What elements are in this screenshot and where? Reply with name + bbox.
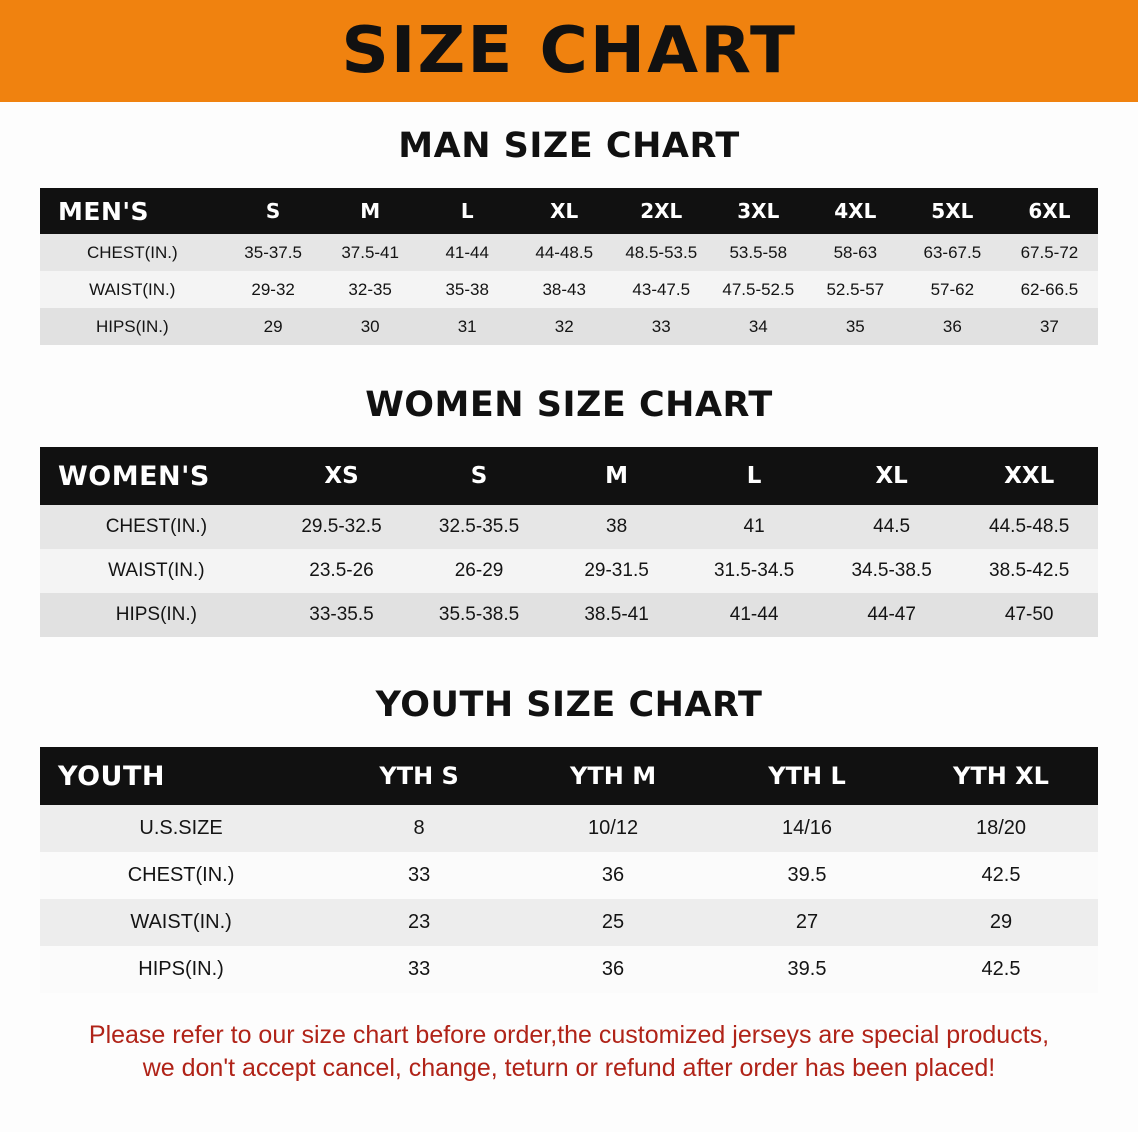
women-row-0-cell-4: 44.5 — [873, 516, 911, 537]
women-size-table — [40, 447, 1098, 637]
men-row-0-cell-8: 67.5-72 — [1020, 242, 1079, 262]
men-row-1-cell-7: 57-62 — [930, 279, 975, 299]
table-row — [40, 852, 1098, 899]
women-row-2-cell-5: 47-50 — [1004, 604, 1054, 625]
youth-row-0-cell-3: 18/20 — [975, 817, 1027, 839]
table-row — [40, 899, 1098, 946]
table-row — [40, 805, 1098, 852]
men-header-cell-1: S — [265, 199, 281, 223]
youth-table-header — [40, 747, 1098, 805]
women-size-table-wrapper — [40, 447, 1098, 637]
page-title: SIZE CHART — [341, 14, 797, 88]
women-row-2-cell-3: 41-44 — [729, 604, 779, 625]
youth-row-0-label: U.S.SIZE — [139, 817, 223, 839]
women-row-1-cell-0: 23.5-26 — [309, 560, 374, 581]
men-header-cell-4: XL — [550, 199, 579, 223]
table-header-row — [40, 747, 1098, 805]
women-row-1-cell-3: 31.5-34.5 — [713, 560, 795, 581]
men-table-header — [40, 188, 1098, 234]
men-row-1-cell-5: 47.5-52.5 — [722, 279, 795, 299]
men-row-1-cell-1: 32-35 — [348, 279, 392, 299]
men-row-2-cell-5: 34 — [748, 316, 768, 336]
youth-row-2-cell-0: 23 — [407, 911, 431, 933]
men-section-heading: MAN SIZE CHART — [398, 126, 740, 166]
youth-size-table-wrapper — [40, 747, 1098, 993]
youth-row-1-cell-3: 42.5 — [981, 864, 1021, 886]
men-row-2-label: HIPS(IN.) — [95, 316, 169, 336]
youth-row-3-cell-1: 36 — [601, 958, 625, 980]
women-section-heading: WOMEN SIZE CHART — [365, 385, 773, 425]
men-table-body — [40, 234, 1098, 345]
youth-table-body — [40, 805, 1098, 993]
men-row-0-cell-3: 44-48.5 — [535, 242, 594, 262]
men-header-cell-9: 6XL — [1028, 199, 1071, 223]
youth-row-1-cell-1: 36 — [601, 864, 625, 886]
youth-header-cell-4: YTH XL — [952, 762, 1049, 790]
youth-header-cell-1: YTH S — [379, 762, 459, 790]
table-row — [40, 946, 1098, 993]
women-row-2-label: HIPS(IN.) — [115, 604, 198, 625]
men-header-cell-0: MEN'S — [58, 196, 150, 226]
men-row-0-cell-2: 41-44 — [445, 242, 489, 262]
youth-row-1-cell-2: 39.5 — [787, 864, 827, 886]
men-row-2-cell-1: 30 — [360, 316, 380, 336]
youth-row-3-cell-0: 33 — [407, 958, 431, 980]
women-row-0-cell-1: 32.5-35.5 — [438, 516, 520, 537]
men-size-table — [40, 188, 1098, 345]
youth-row-0-cell-0: 8 — [413, 817, 425, 839]
men-row-0-cell-6: 58-63 — [833, 242, 878, 262]
women-row-0-label: CHEST(IN.) — [105, 516, 208, 537]
women-row-2-cell-2: 38.5-41 — [584, 604, 649, 625]
youth-row-1-label: CHEST(IN.) — [127, 864, 235, 886]
women-header-cell-1: XS — [324, 463, 359, 489]
men-row-2-cell-3: 32 — [554, 316, 574, 336]
youth-header-cell-3: YTH L — [768, 762, 846, 790]
women-header-cell-2: S — [470, 463, 488, 489]
men-header-cell-5: 2XL — [640, 199, 683, 223]
men-row-0-cell-7: 63-67.5 — [923, 242, 982, 262]
youth-row-3-cell-3: 42.5 — [981, 958, 1021, 980]
youth-row-1-cell-0: 33 — [407, 864, 431, 886]
table-row — [40, 505, 1098, 549]
women-table-header — [40, 447, 1098, 505]
men-row-0-cell-5: 53.5-58 — [729, 242, 788, 262]
women-row-2-cell-4: 44-47 — [867, 604, 916, 625]
women-row-1-label: WAIST(IN.) — [108, 560, 205, 581]
men-row-1-cell-3: 38-43 — [542, 279, 586, 299]
women-header-cell-3: M — [605, 463, 629, 489]
page-banner — [0, 0, 1138, 102]
men-size-table-wrapper — [40, 188, 1098, 345]
men-row-2-cell-8: 37 — [1039, 316, 1059, 336]
men-header-cell-8: 5XL — [931, 199, 974, 223]
men-row-2-cell-2: 31 — [457, 316, 477, 336]
men-row-0-cell-1: 37.5-41 — [341, 242, 399, 262]
women-row-2-cell-0: 33-35.5 — [309, 604, 374, 625]
men-header-cell-2: M — [360, 199, 381, 223]
women-row-0-cell-5: 44.5-48.5 — [989, 516, 1070, 537]
women-row-0-cell-3: 41 — [743, 516, 765, 537]
table-row — [40, 308, 1098, 345]
men-header-cell-6: 3XL — [737, 199, 780, 223]
men-row-1-cell-4: 43-47.5 — [632, 279, 691, 299]
youth-header-cell-2: YTH M — [570, 762, 657, 790]
women-row-2-cell-1: 35.5-38.5 — [438, 604, 520, 625]
youth-section-heading: YOUTH SIZE CHART — [375, 685, 763, 725]
youth-row-3-label: HIPS(IN.) — [138, 958, 224, 980]
men-header-cell-3: L — [460, 199, 474, 223]
youth-row-0-cell-1: 10/12 — [588, 817, 639, 839]
table-header-row — [40, 447, 1098, 505]
women-header-cell-5: XL — [875, 463, 908, 489]
women-row-1-cell-1: 26-29 — [454, 560, 504, 581]
women-row-0-cell-0: 29.5-32.5 — [301, 516, 382, 537]
youth-size-table — [40, 747, 1098, 993]
men-row-2-cell-7: 36 — [942, 316, 962, 336]
youth-row-2-cell-2: 27 — [795, 911, 819, 933]
men-row-0-cell-4: 48.5-53.5 — [625, 242, 698, 262]
women-row-1-cell-5: 38.5-42.5 — [989, 560, 1070, 581]
women-table-body — [40, 505, 1098, 637]
men-row-1-cell-0: 29-32 — [251, 279, 295, 299]
women-header-cell-6: XXL — [1004, 463, 1055, 489]
table-row — [40, 593, 1098, 637]
women-row-1-cell-2: 29-31.5 — [584, 560, 649, 581]
youth-row-0-cell-2: 14/16 — [781, 817, 833, 839]
men-row-1-cell-2: 35-38 — [445, 279, 489, 299]
disclaimer-line-2: we don't accept cancel, change, teturn or refund after order has been placed! — [142, 1054, 996, 1082]
men-row-1-label: WAIST(IN.) — [89, 279, 176, 299]
table-row — [40, 271, 1098, 308]
women-row-0-cell-2: 38 — [606, 516, 628, 537]
youth-row-2-cell-1: 25 — [601, 911, 625, 933]
disclaimer-line-1: Please refer to our size chart before order,the customized jerseys are special products, — [88, 1021, 1050, 1049]
men-row-0-cell-0: 35-37.5 — [244, 242, 302, 262]
disclaimer-note — [38, 1019, 1100, 1085]
table-row — [40, 549, 1098, 593]
table-row — [40, 234, 1098, 271]
table-header-row — [40, 188, 1098, 234]
youth-row-2-cell-3: 29 — [989, 911, 1013, 933]
youth-header-cell-0: YOUTH — [58, 760, 165, 792]
youth-row-3-cell-2: 39.5 — [787, 958, 827, 980]
men-row-2-cell-0: 29 — [263, 316, 283, 336]
men-row-1-cell-8: 62-66.5 — [1020, 279, 1079, 299]
women-header-cell-4: L — [746, 463, 762, 489]
women-header-cell-0: WOMEN'S — [58, 460, 210, 492]
men-row-1-cell-6: 52.5-57 — [826, 279, 885, 299]
youth-row-2-label: WAIST(IN.) — [130, 911, 232, 933]
men-row-2-cell-6: 35 — [845, 316, 865, 336]
men-row-2-cell-4: 33 — [651, 316, 671, 336]
women-row-1-cell-4: 34.5-38.5 — [851, 560, 932, 581]
men-header-cell-7: 4XL — [834, 199, 877, 223]
men-row-0-label: CHEST(IN.) — [86, 242, 178, 262]
